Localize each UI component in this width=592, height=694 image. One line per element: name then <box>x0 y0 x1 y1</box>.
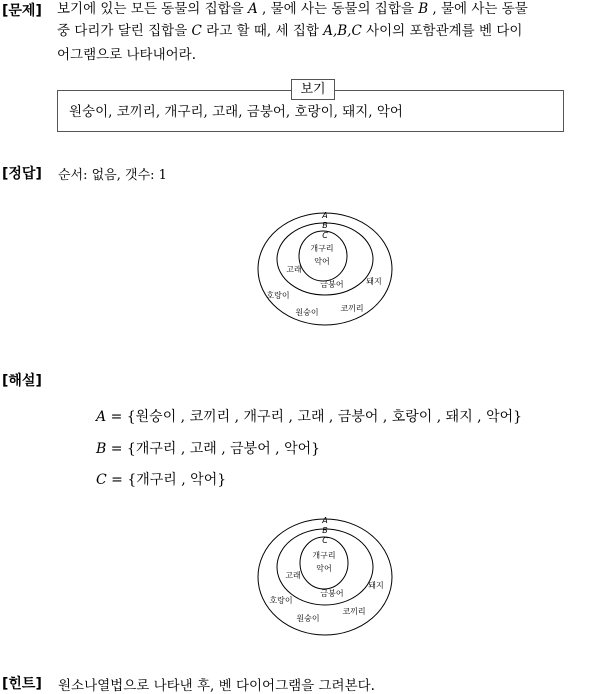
problem-text: 보기에 있는 모든 동물의 집합을 <box>57 1 248 17</box>
problem-line-3: 어그램으로 나타내어라. <box>57 47 196 63</box>
problem-text: 중 다리가 달린 집합을 <box>57 23 192 39</box>
venn-item-whale: 고래 <box>285 571 301 580</box>
problem-tag: [문제] <box>2 3 42 19</box>
set-b-symbol: B <box>96 441 107 457</box>
venn-item-crocodile: 악어 <box>316 564 332 573</box>
venn-item-whale: 고래 <box>286 265 302 274</box>
venn-item-elephant: 코끼리 <box>342 607 366 616</box>
answer-tag: [정답] <box>2 166 42 182</box>
venn-item-goldfish: 금붕어 <box>320 280 344 289</box>
problem-text: 라고 할 때, 세 집합 <box>201 23 324 39</box>
venn-item-elephant: 코끼리 <box>340 304 364 313</box>
venn-item-goldfish: 금붕어 <box>320 589 344 598</box>
problem-text: , 물에 사는 동물 <box>428 1 528 17</box>
set-a-symbol: A <box>96 409 107 425</box>
venn-diagram-answer <box>250 205 400 330</box>
venn-label-a: A <box>322 516 328 525</box>
venn-item-tiger: 호랑이 <box>266 291 290 300</box>
example-box-label: 보기 <box>291 79 335 100</box>
problem-text: 사이의 포함관계를 벤 다이 <box>361 23 523 39</box>
venn-item-monkey: 원숭이 <box>295 308 319 317</box>
set-b-definition <box>96 438 320 458</box>
problem-text: , 물에 사는 동물의 집합을 <box>257 1 419 17</box>
venn-label-a: A <box>322 211 328 220</box>
venn-diagram-explanation <box>250 510 400 640</box>
set-c-symbol: C <box>96 472 107 488</box>
venn-item-tiger: 호랑이 <box>269 596 293 605</box>
example-content: 원숭이, 코끼리, 개구리, 고래, 금붕어, 호랑이, 돼지, 악어 <box>69 104 403 120</box>
venn-label-b: B <box>322 526 328 535</box>
hint-tag: [힌트] <box>2 676 42 692</box>
set-b-symbol: B <box>418 1 429 17</box>
venn-item-pig: 돼지 <box>368 581 384 590</box>
set-c-definition <box>96 469 226 489</box>
answer-text: 순서: 없음, 갯수: 1 <box>58 168 167 183</box>
hint-text: 원소나열법으로 나타낸 후, 벤 다이어그램을 그려본다. <box>58 678 375 694</box>
venn-item-monkey: 원숭이 <box>296 614 320 623</box>
explanation-tag: [해설] <box>2 373 42 389</box>
set-a-definition <box>96 406 522 426</box>
set-a-elements: = {원숭이 , 코끼리 , 개구리 , 고래 , 금붕어 , 호랑이 , 돼지 , 악어} <box>106 409 523 425</box>
problem-line-2 <box>57 20 592 42</box>
venn-label-c: C <box>322 536 328 545</box>
venn-label-b: B <box>322 221 328 230</box>
venn-label-c: C <box>322 231 328 240</box>
set-a-symbol: A <box>248 1 258 17</box>
venn-item-pig: 돼지 <box>366 277 382 286</box>
venn-item-frog: 개구리 <box>312 551 336 560</box>
set-c-symbol: C <box>191 23 202 39</box>
sets-abc-symbol: A,B,C <box>323 23 362 39</box>
venn-item-crocodile: 악어 <box>314 257 330 266</box>
problem-line-1 <box>57 0 592 20</box>
set-c-elements: = {개구리 , 악어} <box>106 472 227 488</box>
venn-item-frog: 개구리 <box>310 244 334 253</box>
set-b-elements: = {개구리 , 고래 , 금붕어 , 악어} <box>106 441 321 457</box>
